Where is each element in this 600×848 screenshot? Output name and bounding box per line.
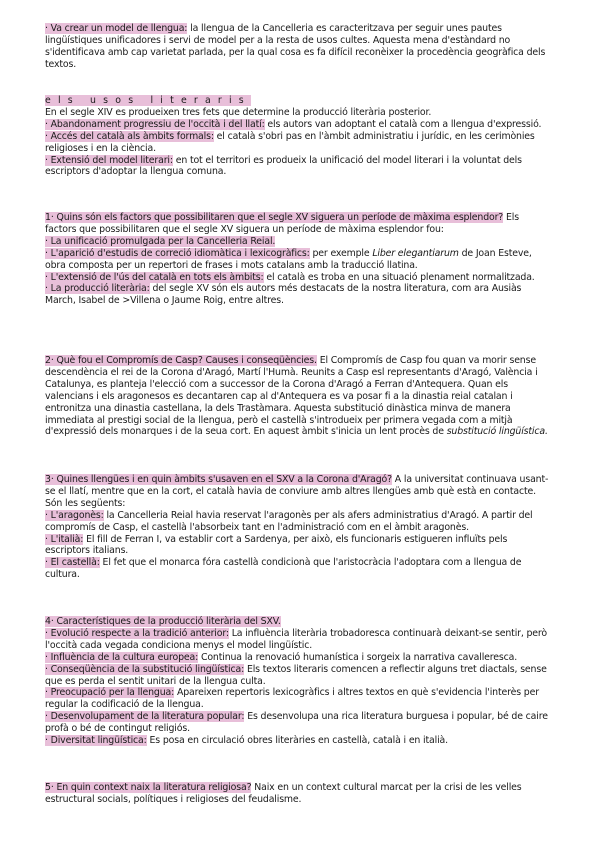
intro-paragraph xyxy=(45,23,553,71)
usos-item-label: · Abandonament progressiu de l'occità i del llatí: xyxy=(45,118,265,130)
usos-item-label: · Accés del català als àmbits formals: xyxy=(45,130,214,142)
q4-section xyxy=(45,616,553,747)
q3-item xyxy=(45,510,553,534)
q4-item-text: Es desenvolupa una rica literatura burguesa i popular, bé de caire profà o bé de contingut religiós. xyxy=(45,711,548,735)
q1-item-text: de Joan Esteve, obra composta per un repertori de frases i mots catalans amb la traducció llatina. xyxy=(45,247,532,271)
q4-item-text: Apareixen repertoris lexicogràfics i altres textos en què s'evidencia l'interès per regular la codificació de la llengua. xyxy=(45,687,539,711)
q2-answer: El Compromís de Casp fou quan va morir sense descendència el rei de la Corona d'Aragó, Martí l'Humà. Reunits a Casp esl representants d'Aragó, València i Catalunya, es planteja l'elecció com a successor de la Corona d'Aragó a Ferran d'Antequera. Quan els valencians i els aragonesos es decantaren cap al d'Antequera es va posar fi a la dinastia reial catalan i entronitza una dinastia castellana, la dels Trastàmara. Aquesta substitució dinàstica minva de manera immediata al prestigi social de la llengua, però el castellà s'introdueix per primera vegada com a mitjà d'expressió dels monarques i de la seua cort. En aquest àmbit s'inicia un lent procès de xyxy=(45,355,538,438)
usos-item xyxy=(45,155,553,179)
q4-item xyxy=(45,711,553,735)
usos-item-text: el català s'obri pas en l'àmbit administratiu i jurídic, en les cerimònies religioses i en la ciència. xyxy=(45,130,535,154)
usos-section xyxy=(45,95,553,178)
q4-item-label: · Preocupació per la llengua: xyxy=(45,687,175,699)
q2-section xyxy=(45,355,553,438)
intro-section xyxy=(45,23,553,71)
q4-heading-line xyxy=(45,616,553,628)
q3-paragraph xyxy=(45,474,553,510)
q1-answer: Els factors que possibilitaren que el segle XV siguera un període de màxima esplendor fou: xyxy=(45,212,519,235)
q3-item-label: · El castellà: xyxy=(45,557,100,569)
q1-item-text-before: per exemple xyxy=(309,247,373,259)
q1-question: 1· Quins són els factors que possibilitaren que el segle XV siguera un període de màxima esplendor? xyxy=(45,212,504,223)
q4-item-text: Es posa en circulació obres literàries en castellà, català i en italià. xyxy=(146,735,448,747)
q1-item xyxy=(45,272,553,284)
q3-answer: A la universitat continuava usant-se el llatí, mentre que en la cort, el català havia de conviure amb altres llengües amb què està en contacte. Són les següents: xyxy=(45,474,549,509)
q3-question: 3· Quines llengües i en quin àmbits s'usaven en el SXV a la Corona d'Aragó? xyxy=(45,474,392,485)
usos-heading-line xyxy=(45,95,553,107)
intro-label: · Va crear un model de llengua: xyxy=(45,23,188,34)
q3-section xyxy=(45,474,553,581)
q3-item-text: la Cancelleria Reial havia reservat l'aragonès per als afers administratius d'Aragó. A partir del compromís de Casp, el castellà l'absorbeix tant en l'administració com en el àmbit aragonès. xyxy=(45,509,533,533)
q1-item-italic: Liber elegantiarum xyxy=(372,247,459,259)
usos-heading: els usos literaris xyxy=(45,95,251,106)
q2-answer-italic: substitució lingüística. xyxy=(446,426,548,438)
q4-item-label: · Diversitat lingüística: xyxy=(45,735,147,747)
q3-item-label: · L'italià: xyxy=(45,533,84,545)
q1-item-label: · L'aparició d'estudis de correció idiomàtica i lexicogràfics: xyxy=(45,247,310,259)
q4-item-label: · Influència de la cultura europea: xyxy=(45,651,199,663)
usos-item-text: en tot el territori es produeix la unificació del model literari i la voluntat dels escriptors d'adoptar la llengua comuna. xyxy=(45,154,522,178)
q4-item-label: · Desenvolupament de la literatura popular: xyxy=(45,711,245,723)
q5-question: 5· En quin context naix la literatura religiosa? xyxy=(45,782,252,793)
q3-item-label: · L'aragonès: xyxy=(45,509,104,521)
q4-item-label: · Conseqüència de la substitució lingüística: xyxy=(45,663,245,675)
q5-section xyxy=(45,782,553,806)
q4-item-label: · Evolució respecte a la tradició anterior: xyxy=(45,627,229,639)
q1-item-label: · La producció literària: xyxy=(45,283,150,295)
q1-paragraph xyxy=(45,212,553,236)
q4-item-text: Els textos literaris comencen a reflectir alguns tret diactals, sense que es perda el sentit unitari de la llengua culta. xyxy=(45,663,547,687)
q1-item-label: · L'extensió de l'ús del català en tots els àmbits: xyxy=(45,271,264,283)
q3-item xyxy=(45,534,553,558)
q1-item-label: · La unificació promulgada per la Cancelleria Reial. xyxy=(45,235,276,247)
q4-item-text: Continua la renovació humanística i sorgeix la narrativa cavalleresca. xyxy=(198,651,518,663)
q4-item-text: La influència literària trobadoresca continuarà deixant-se sentir, però l'occità cada vegada condiciona menys el model lingüístic. xyxy=(45,627,548,651)
q3-item-text: El fill de Ferran I, va establir cort a Sardenya, per això, els funcionaris estigueren influïts pels escriptors italians. xyxy=(45,533,508,557)
usos-item xyxy=(45,119,553,131)
q1-item xyxy=(45,283,553,307)
q5-answer: Naix en un context cultural marcat per la crisi de les velles estructural socials, polítiques i religioses del feudalisme. xyxy=(45,782,522,805)
q3-item xyxy=(45,557,553,581)
intro-text: la llengua de la Cancelleria es caracteritzava per seguir unes pautes lingüístiques unificadores i servi de model per a la resta de usos cultes. Aquesta mena d'estàndard no s'identificava amb cap varietat parlada, per la qual cosa es fa difícil reconèixer la procedència geogràfica dels textos. xyxy=(45,23,546,70)
usos-item-text: els autors van adoptant el català com a llengua d'expressió. xyxy=(264,118,542,130)
q4-item xyxy=(45,735,553,747)
q2-question: 2· Què fou el Compromís de Casp? Causes i conseqüències. xyxy=(45,355,317,366)
q1-item xyxy=(45,248,553,272)
q4-question: 4· Característiques de la producció literària del SXV. xyxy=(45,616,281,627)
q2-paragraph xyxy=(45,355,553,438)
q4-item xyxy=(45,652,553,664)
q1-item xyxy=(45,236,553,248)
q5-paragraph xyxy=(45,782,553,806)
q4-item xyxy=(45,687,553,711)
q1-item-text: el català es troba en una situació plenament normalitzada. xyxy=(263,271,535,283)
q1-section xyxy=(45,212,553,307)
q1-item-text: del segle XV són els autors més destacats de la nostra literatura, com ara Ausiàs March, Isabel de >Villena o Jaume Roig, entre altres. xyxy=(45,283,522,307)
q4-item xyxy=(45,664,553,688)
q3-item-text: El fet que el monarca fóra castellà condicionà que l'aristocràcia l'adoptara com a llengua de cultura. xyxy=(45,557,522,581)
usos-intro: En el segle XIV es produeixen tres fets que determine la producció literària posterior. xyxy=(45,106,432,118)
usos-item-label: · Extensió del model literari: xyxy=(45,154,173,166)
usos-item xyxy=(45,131,553,155)
q4-item xyxy=(45,628,553,652)
